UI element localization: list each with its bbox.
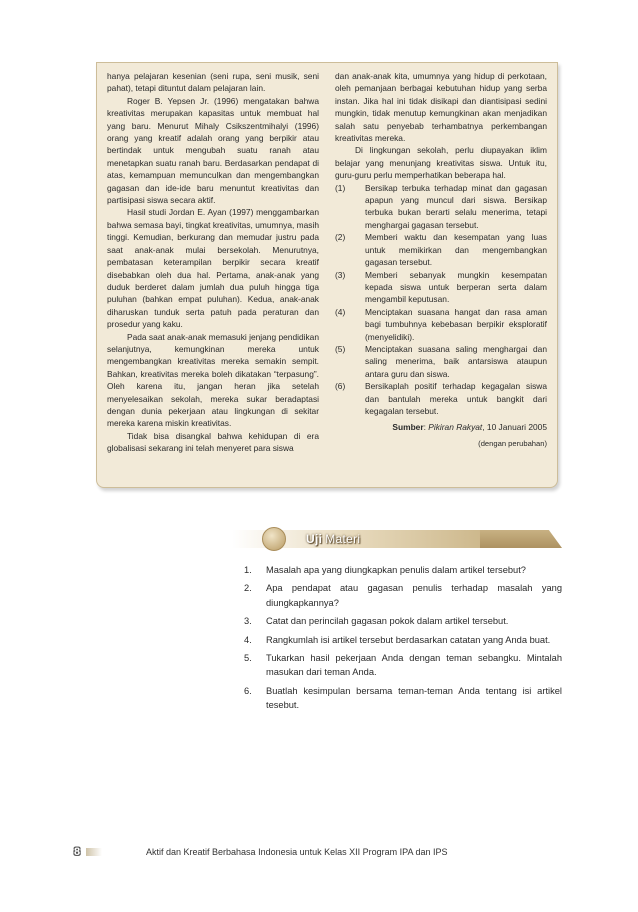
- article-left-column: [107, 70, 319, 455]
- question-text: Buatlah kesimpulan bersama teman-teman Anda tentang isi artikel tesebut.: [266, 685, 562, 711]
- list-text: Memberi sebanyak mungkin kesempatan kepada siswa untuk berperan serta dalam mengambil keputusan.: [365, 269, 547, 305]
- section-title: [306, 530, 360, 548]
- question-item: [244, 563, 562, 577]
- article-paragraph: Tidak bisa disangkal bahwa kehidupan di era globalisasi sekarang ini telah menyeret para siswa: [107, 430, 319, 454]
- question-number: 6.: [244, 685, 252, 696]
- list-number: (2): [335, 232, 346, 243]
- section-header-tab: [480, 530, 562, 548]
- question-item: [244, 684, 562, 713]
- question-text: Apa pendapat atau gagasan penulis terhadap masalah yang diungkapkannya?: [266, 583, 562, 608]
- article-right-column: [335, 70, 547, 450]
- source-label: Sumber: [392, 422, 424, 433]
- list-text: Memberi waktu dan kesempatan yang luas untuk memikirkan dan mengembangkan gagasan tersebut.: [365, 232, 547, 268]
- list-item: [335, 343, 547, 380]
- question-item: [244, 614, 562, 628]
- list-text: Bersikaplah positif terhadap kegagalan siswa dan bantulah mereka untuk bangkit dari kegagalan tersebut.: [365, 381, 547, 416]
- source-note: (dengan perubahan): [478, 438, 547, 448]
- article-paragraph: Hasil studi Jordan E. Ayan (1997) menggambarkan bahwa semasa bayi, tingkat kreativitas, umumnya, masih tinggi. Kemudian, berkurang dan memudar justru pada saat anak-anak mulai bersekolah. Menurutnya, pembatasan keterampilan berpikir secara kreatif disebabkan oleh dua hal. Pertama, anak-anak yang duduk berderet dalam jumlah dua puluh hingga tiga puluhan (bahkan empat puluhan). Kedua, anak-anak diharuskan tunduk serta patuh pada peraturan dan prosedur yang kaku.: [107, 207, 319, 330]
- article-paragraph: Di lingkungan sekolah, perlu diupayakan iklim belajar yang menunjang kreativitas siswa. Untuk itu, guru-guru perlu memperhatikan beberapa hal.: [335, 145, 547, 181]
- list-number: (5): [335, 343, 346, 354]
- list-item: [335, 269, 547, 306]
- list-number: (3): [335, 269, 346, 280]
- list-number: (1): [335, 182, 346, 193]
- questions-list: [244, 563, 562, 717]
- list-item: [335, 231, 547, 268]
- question-item: [244, 651, 562, 680]
- source-date: , 10 Januari 2005: [482, 422, 547, 433]
- page-number: 8: [74, 845, 102, 859]
- source-publication: Pikiran Rakyat: [428, 422, 483, 433]
- article-paragraph: hanya pelajaran kesenian (seni rupa, seni musik, seni pahat), tetapi dituntut dalam pelajaran lain.: [107, 71, 319, 94]
- question-number: 2.: [244, 583, 252, 594]
- list-item: [335, 306, 547, 343]
- list-number: (4): [335, 306, 346, 317]
- question-item: [244, 633, 562, 647]
- question-text: Masalah apa yang diungkapkan penulis dalam artikel tersebut?: [266, 565, 526, 575]
- question-number: 4.: [244, 634, 252, 645]
- question-text: Catat dan perincilah gagasan pokok dalam artikel tersebut.: [266, 616, 509, 627]
- question-item: [244, 581, 562, 610]
- article-paragraph: Pada saat anak-anak memasuki jenjang pendidikan selanjutnya, kemungkinan mereka untuk mengembangkan kreativitas mereka semakin sempit. Bahkan, kreativitas mereka boleh dikatakan “terpasung”. Oleh karena itu, jangan heran jika setelah menyelesaikan sekolah, mereka sukar beradaptasi dengan dunia pekerjaan atau lingkungan di sekitar mereka karena miskin kreativitas.: [107, 331, 319, 429]
- question-text: Tukarkan hasil pekerjaan Anda dengan teman sebangku. Mintalah masukan dari teman Anda.: [266, 653, 562, 678]
- list-item: [335, 380, 547, 417]
- question-number: 1.: [244, 565, 252, 575]
- source-separator: :: [423, 422, 429, 433]
- section-header: [232, 527, 562, 551]
- question-number: 5.: [244, 653, 252, 664]
- book-title: Aktif dan Kreatif Berbahasa Indonesia untuk Kelas XII Program IPA dan IPS: [146, 847, 448, 857]
- list-text: Menciptakan suasana hangat dan rasa aman bagi tumbuhnya kebebasan berpikir eksploratif (menyelidiki).: [365, 306, 547, 342]
- question-number: 3.: [244, 616, 252, 627]
- tips-list: [335, 182, 547, 418]
- list-text: Menciptakan suasana saling menghargai dan saling menerima, baik antarsiswa ataupun antara guru dan siswa.: [365, 343, 547, 379]
- source-citation: [335, 421, 547, 433]
- article-paragraph: Roger B. Yepsen Jr. (1996) mengatakan bahwa kreativitas merupakan kapasitas untuk membuat hal yang baru. Menurut Mihaly Csikszentmihalyi (1996) orang yang kreatif adalah orang yang berpikir atau bertindak untuk mengubah suatu ranah atau menetapkan suatu ranah baru. Berdasarkan pendapat di atas, kemampuan memunculkan dan mengembangkan gagasan dan ide-ide baru menuntut kreativitas dan partisipasi siswa secara aktif.: [107, 95, 319, 206]
- section-title-part1: Uji: [306, 532, 323, 546]
- list-text: Bersikap terbuka terhadap minat dan gagasan apapun yang muncul dari siswa. Bersikap terbuka bukan berarti selalu menerima, tetapi menghargai gagasan tersebut.: [365, 182, 547, 230]
- article-paragraph: dan anak-anak kita, umumnya yang hidup di perkotaan, oleh pemanjaan berbagai kebutuhan hidup yang serba instan. Jika hal ini tidak disikapi dan diantisipasi sedini mungkin, tidak menutup kemungkinan akan menjadikan salah satu penyebab terhambatnya perkembangan kreativitas mereka.: [335, 71, 547, 144]
- list-item: [335, 182, 547, 232]
- question-text: Rangkumlah isi artikel tersebut berdasarkan catatan yang Anda buat.: [266, 634, 551, 645]
- list-number: (6): [335, 381, 346, 392]
- section-title-part2: Materi: [325, 532, 361, 546]
- circle-icon: [262, 527, 286, 551]
